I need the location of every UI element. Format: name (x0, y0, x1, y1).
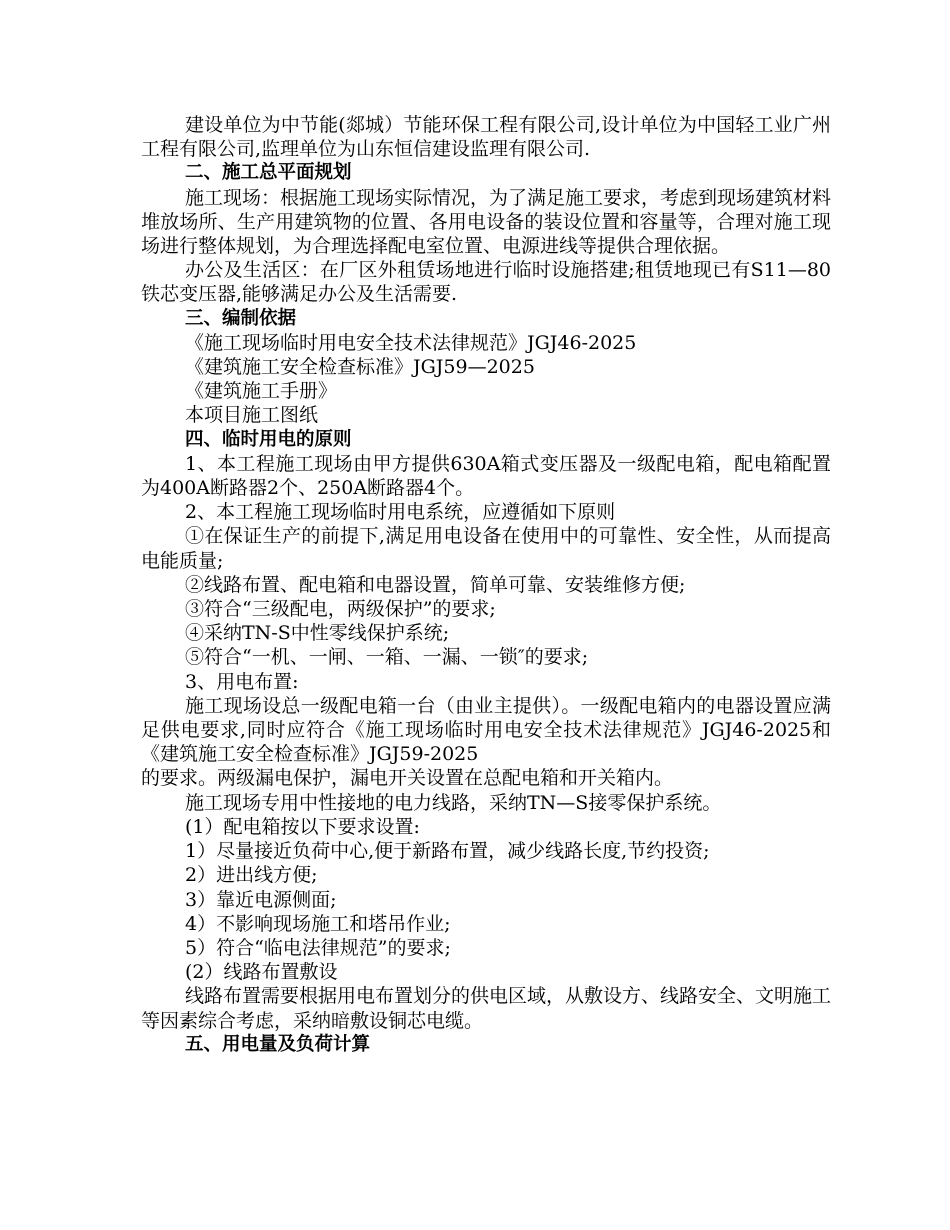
heading-principles: 四、临时用电的原则 (185, 428, 352, 450)
paragraph-office-area: 办公及生活区：在厂区外租赁场地进行临时设施搭建;租赁地现已有S11—80铁芯变压器,能够满足办公及生活需要. (141, 259, 831, 306)
principle-item: ④采纳TN-S中性零线保护系统; (185, 622, 450, 645)
paragraph-wiring: 线路布置需要根据用电布置划分的供电区域，从敷设方、线路安全、文明施工等因素综合考虑，采纳暗敷设铜芯电缆。 (141, 985, 832, 1032)
paragraph-principles-intro: 2、本工程施工现场临时用电系统，应遵循如下原则 (185, 501, 616, 524)
paragraph-parties: 建设单位为中节能(郯城）节能环保工程有限公司,设计单位为中国轻工业广州工程有限公司,监理单位为山东恒信建设监理有限公司. (141, 114, 831, 161)
requirement-item: 1）尽量接近负荷中心,便于新路布置，减少线路长度,节约投资; (185, 840, 710, 863)
heading-site-plan: 二、施工总平面规划 (185, 162, 352, 184)
principle-item: ②线路布置、配电箱和电器设置，简单可靠、安装维修方便; (185, 573, 686, 596)
requirement-item: 5）符合“临电法律规范”的要求; (185, 936, 451, 959)
paragraph-tns-system: 施工现场专用中性接地的电力线路，采纳TN—S接零保护系统。 (185, 791, 722, 814)
paragraph-transformer: 1、本工程施工现场由甲方提供630A箱式变压器及一级配电箱，配电箱配置为400A断路器2个、250A断路器4个。 (141, 452, 831, 500)
heading-load-calculation: 五、用电量及负荷计算 (185, 1033, 371, 1055)
paragraph-distribution-box: 施工现场设总一级配电箱一台（由业主提供）。一级配电箱内的电器设置应满足供电要求,同时应符合《施工现场临时用电安全技术法律规范》JGJ46-2025和《建筑施工安全检查标准》JGJ59-2025 (141, 694, 831, 766)
requirement-item: 2）进出线方便; (185, 864, 318, 887)
reference-item: 本项目施工图纸 (185, 404, 319, 427)
paragraph-leakage-protection: 的要求。两级漏电保护，漏电开关设置在总配电箱和开关箱内。 (141, 767, 674, 790)
principle-item: ①在保证生产的前提下,满足用电设备在使用中的可靠性、安全性，从而提高电能质量; (141, 525, 831, 572)
requirement-item: 3）靠近电源侧面; (185, 888, 337, 911)
paragraph-layout-title: 3、用电布置: (185, 670, 299, 693)
paragraph-box-requirements: (1）配电箱按以下要求设置: (185, 815, 420, 838)
reference-item: 《建筑施工手册》 (185, 380, 338, 403)
reference-item: 《建筑施工安全检查标准》JGJ59—2025 (185, 356, 535, 379)
paragraph-wiring-title: (2）线路布置敷设 (185, 961, 338, 984)
paragraph-site: 施工现场：根据施工现场实际情况，为了满足施工要求，考虑到现场建筑材料堆放场所、生产用建筑物的位置、各用电设备的装设位置和容量等，合理对施工现场进行整体规划，为合理选择配电室位置、电源进线等提供合理依据。 (141, 186, 832, 258)
principle-item: ⑤符合“一机、一闸、一箱、一漏、一锁″的要求; (185, 646, 589, 669)
principle-item: ③符合“三级配电，两级保护”的要求; (185, 598, 496, 621)
requirement-item: 4）不影响现场施工和塔吊作业; (185, 912, 451, 935)
reference-item: 《施工现场临时用电安全技术法律规范》JGJ46-2025 (185, 331, 637, 354)
heading-basis: 三、编制依据 (185, 307, 297, 329)
document-body (141, 113, 831, 1057)
